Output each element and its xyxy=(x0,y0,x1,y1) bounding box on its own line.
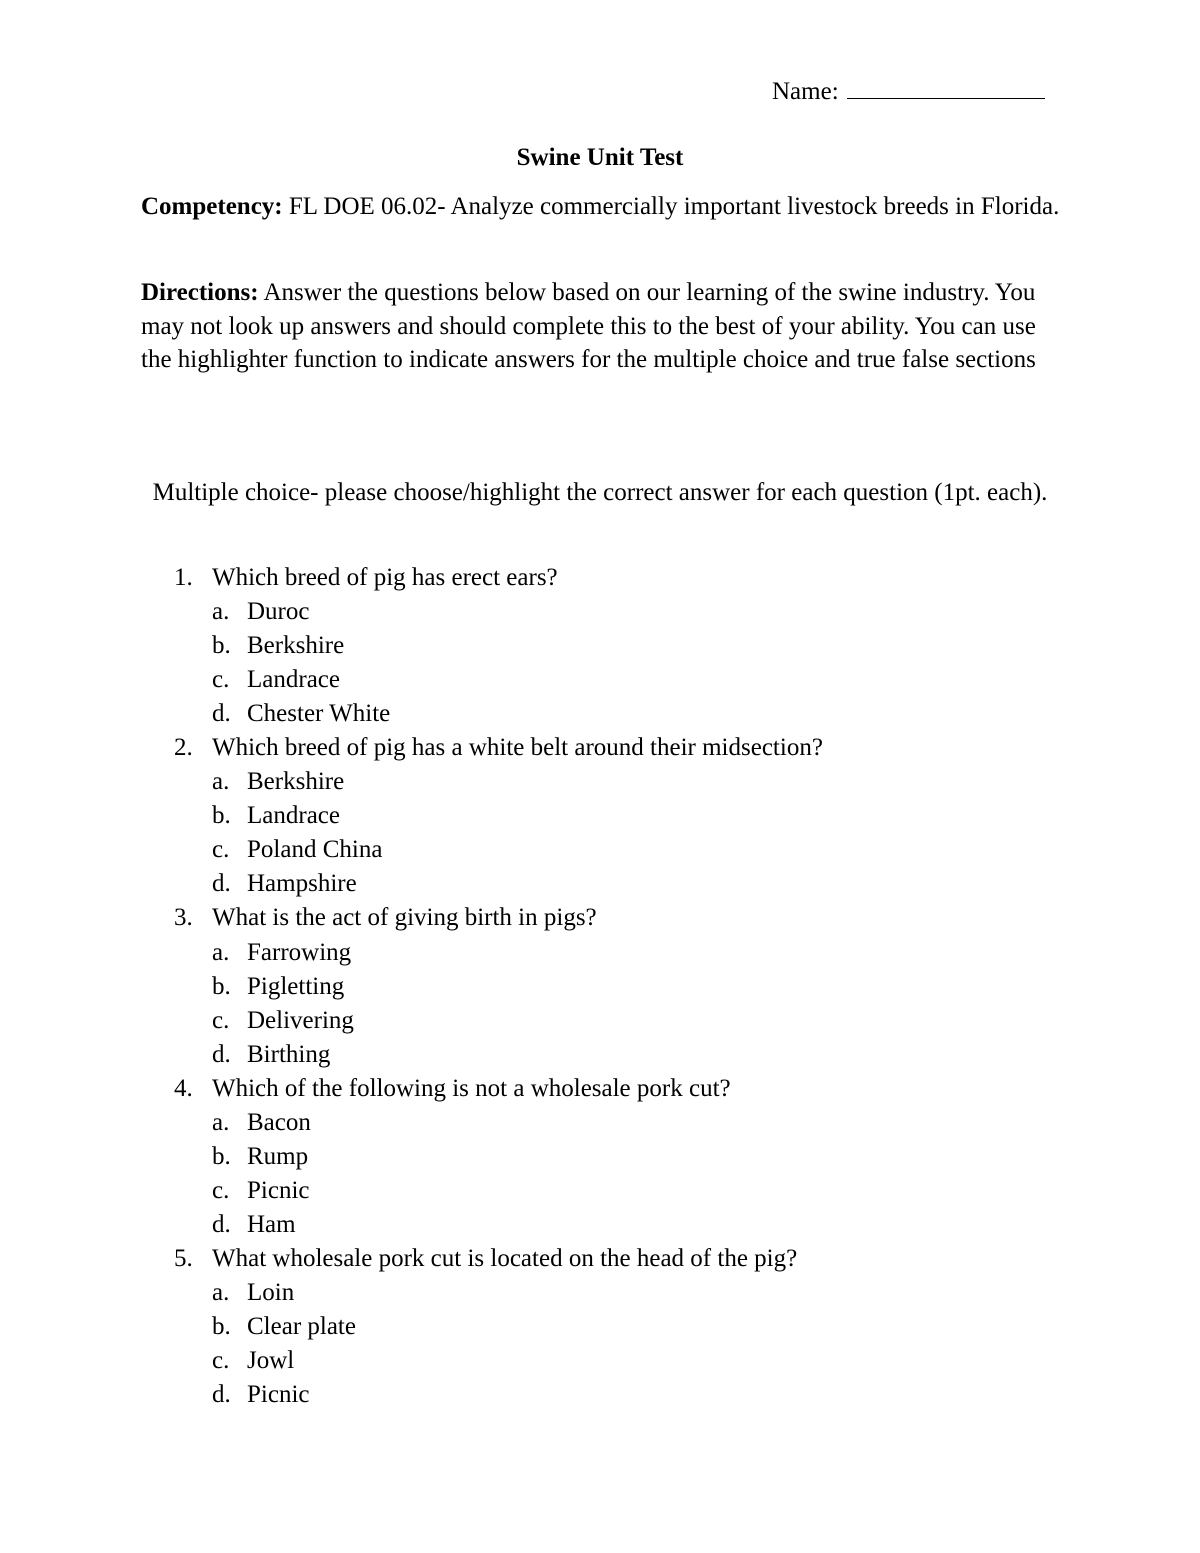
answer-option[interactable] xyxy=(0,697,1200,731)
answer-option[interactable] xyxy=(0,936,1200,970)
option-text: Picnic xyxy=(247,1176,310,1204)
question-list xyxy=(0,561,1200,1412)
answer-option[interactable] xyxy=(0,1344,1200,1378)
section-heading: Multiple choice- please choose/highlight the correct answer for each question (1pt. each). xyxy=(152,479,1048,506)
option-letter: b. xyxy=(212,1313,231,1341)
option-text: Chester White xyxy=(247,700,391,728)
option-letter: d. xyxy=(212,1381,231,1409)
option-text: Rump xyxy=(247,1142,309,1170)
answer-option[interactable] xyxy=(0,765,1200,799)
answer-option[interactable] xyxy=(0,867,1200,901)
answer-option[interactable] xyxy=(0,833,1200,867)
option-text: Loin xyxy=(247,1278,295,1306)
option-letter: d. xyxy=(212,1210,231,1238)
option-text: Berkshire xyxy=(247,632,345,660)
option-letter: a. xyxy=(212,598,230,626)
answer-option[interactable] xyxy=(0,1310,1200,1344)
option-text: Berkshire xyxy=(247,768,345,796)
question-text: What wholesale pork cut is located on the head of the pig? xyxy=(212,1244,798,1272)
question-text: What is the act of giving birth in pigs? xyxy=(212,904,597,932)
option-text: Hampshire xyxy=(247,870,357,898)
question-2 xyxy=(0,731,1200,765)
option-letter: a. xyxy=(212,1278,230,1306)
page-title: Swine Unit Test xyxy=(516,144,684,171)
answer-option[interactable] xyxy=(0,663,1200,697)
question-4 xyxy=(0,1072,1200,1106)
question-text: Which breed of pig has a white belt around their midsection? xyxy=(212,734,823,762)
option-text: Clear plate xyxy=(247,1313,356,1341)
option-text: Duroc xyxy=(247,598,310,626)
option-text: Birthing xyxy=(247,1040,331,1068)
option-text: Farrowing xyxy=(247,938,352,966)
option-letter: c. xyxy=(212,666,230,694)
competency-text: FL DOE 06.02- Analyze commercially important livestock breeds in Florida. xyxy=(282,193,1060,220)
directions-paragraph xyxy=(141,276,1061,377)
option-letter: d. xyxy=(212,700,231,728)
answer-option[interactable] xyxy=(0,1004,1200,1038)
question-number: 4. xyxy=(174,1074,193,1102)
answer-option[interactable] xyxy=(0,1140,1200,1174)
directions-label: Directions: xyxy=(141,279,259,306)
question-text: Which breed of pig has erect ears? xyxy=(212,564,558,591)
option-letter: b. xyxy=(212,972,231,1000)
option-text: Bacon xyxy=(247,1108,311,1136)
name-field xyxy=(772,72,1045,109)
option-text: Landrace xyxy=(247,666,340,694)
option-text: Poland China xyxy=(247,836,383,864)
question-number: 2. xyxy=(174,734,193,762)
name-label: Name: xyxy=(772,78,839,105)
competency-label: Competency: xyxy=(141,193,283,220)
answer-option[interactable] xyxy=(0,799,1200,833)
option-letter: b. xyxy=(212,632,231,660)
question-1 xyxy=(0,561,1200,595)
option-text: Landrace xyxy=(247,802,340,830)
answer-option[interactable] xyxy=(0,1208,1200,1242)
option-letter: c. xyxy=(212,836,230,864)
question-5 xyxy=(0,1242,1200,1276)
option-letter: c. xyxy=(212,1176,230,1204)
directions-text: Answer the questions below based on our learning of the swine industry. You may not look up answers and should complete this to the best of your ability. You can use the highlighter function to indicate answers for the multiple choice and true false sections xyxy=(141,279,1036,373)
option-letter: c. xyxy=(212,1006,230,1034)
answer-option[interactable] xyxy=(0,629,1200,663)
option-letter: d. xyxy=(212,870,231,898)
competency-paragraph xyxy=(141,190,1061,224)
option-text: Pigletting xyxy=(247,972,345,1000)
option-letter: b. xyxy=(212,802,231,830)
answer-option[interactable] xyxy=(0,1174,1200,1208)
option-letter: c. xyxy=(212,1347,230,1375)
question-text: Which of the following is not a wholesale pork cut? xyxy=(212,1074,731,1102)
question-3 xyxy=(0,901,1200,935)
answer-option[interactable] xyxy=(0,1038,1200,1072)
question-number: 1. xyxy=(174,564,193,591)
question-number: 5. xyxy=(174,1244,193,1272)
question-number: 3. xyxy=(174,904,193,932)
option-letter: d. xyxy=(212,1040,231,1068)
option-text: Jowl xyxy=(247,1347,295,1375)
answer-option[interactable] xyxy=(0,1378,1200,1412)
answer-option[interactable] xyxy=(0,1106,1200,1140)
option-text: Ham xyxy=(247,1210,296,1238)
option-text: Picnic xyxy=(247,1381,310,1409)
option-letter: a. xyxy=(212,938,230,966)
answer-option[interactable] xyxy=(0,595,1200,629)
answer-option[interactable] xyxy=(0,1276,1200,1310)
option-letter: a. xyxy=(212,1108,230,1136)
option-letter: b. xyxy=(212,1142,231,1170)
option-letter: a. xyxy=(212,768,230,796)
option-text: Delivering xyxy=(247,1006,354,1034)
name-blank-line[interactable] xyxy=(847,72,1045,99)
answer-option[interactable] xyxy=(0,970,1200,1004)
